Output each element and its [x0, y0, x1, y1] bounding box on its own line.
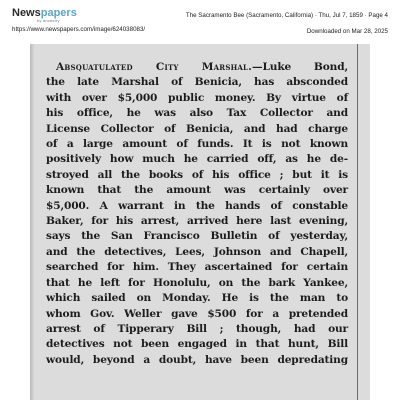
article-line: which sailed on Monday. He is the man to — [46, 292, 348, 305]
column-rule — [357, 44, 358, 400]
article-line: his office, he was also Tax Collector and — [46, 107, 348, 120]
article-line: Baker, for his arrest, arrived here last evening, — [46, 215, 348, 228]
download-date: Downloaded on Mar 28, 2025 — [306, 28, 388, 35]
article-line: whom Gov. Weller gave $500 for a pretended — [46, 307, 348, 320]
article-headline: Absquatulated City Marshal. — [56, 61, 253, 73]
article-line: positively how much he carried off, as he de- — [46, 153, 348, 166]
article-line: arrest of Tipperary Bill ; though, had our — [46, 322, 348, 335]
source-citation: The Sacramento Bee (Sacramento, California) · Thu, Jul 7, 1859 · Page 4 — [185, 12, 388, 19]
article-line: says the San Francisco Bulletin of yesterday, — [46, 230, 348, 243]
article-line: of a large amount of funds. It is not known — [46, 138, 348, 151]
image-url[interactable]: https://www.newspapers.com/image/624038083/ — [12, 26, 146, 33]
article-line: License Collector of Benicia, and had charge — [46, 122, 348, 135]
newspaper-clipping — [30, 44, 370, 400]
article-line: would, beyond a doubt, have been depredating — [46, 353, 348, 366]
article-line: and the detectives, Lees, Johnson and Chapell, — [46, 245, 348, 258]
article-text — [46, 60, 348, 368]
article-line: the late Marshal of Benicia, has absconded — [46, 76, 348, 89]
download-header — [0, 0, 400, 40]
logo-tagline: by ancestry — [37, 18, 60, 23]
article-line: detectives not been engaged in that hunt, Bill — [46, 338, 348, 351]
scan-edge — [30, 44, 34, 400]
logo-news-text: News — [12, 7, 41, 19]
article-line: with over $5,000 public money. By virtue of — [46, 91, 348, 104]
article-line: known that the amount was certainly over — [46, 184, 348, 197]
article-first-line — [46, 60, 348, 75]
logo-papers-text: papers — [40, 7, 77, 19]
article-line: —Luke Bond, — [252, 61, 348, 73]
article-line: stroyed all the books of his office ; but it is — [46, 168, 348, 181]
article-line: that he left for Honolulu, on the bark Yankee, — [46, 276, 348, 289]
article-line: $5,000. A warrant in the hands of constable — [46, 199, 348, 212]
article-line: searched for him. They ascertained for certain — [46, 261, 348, 274]
